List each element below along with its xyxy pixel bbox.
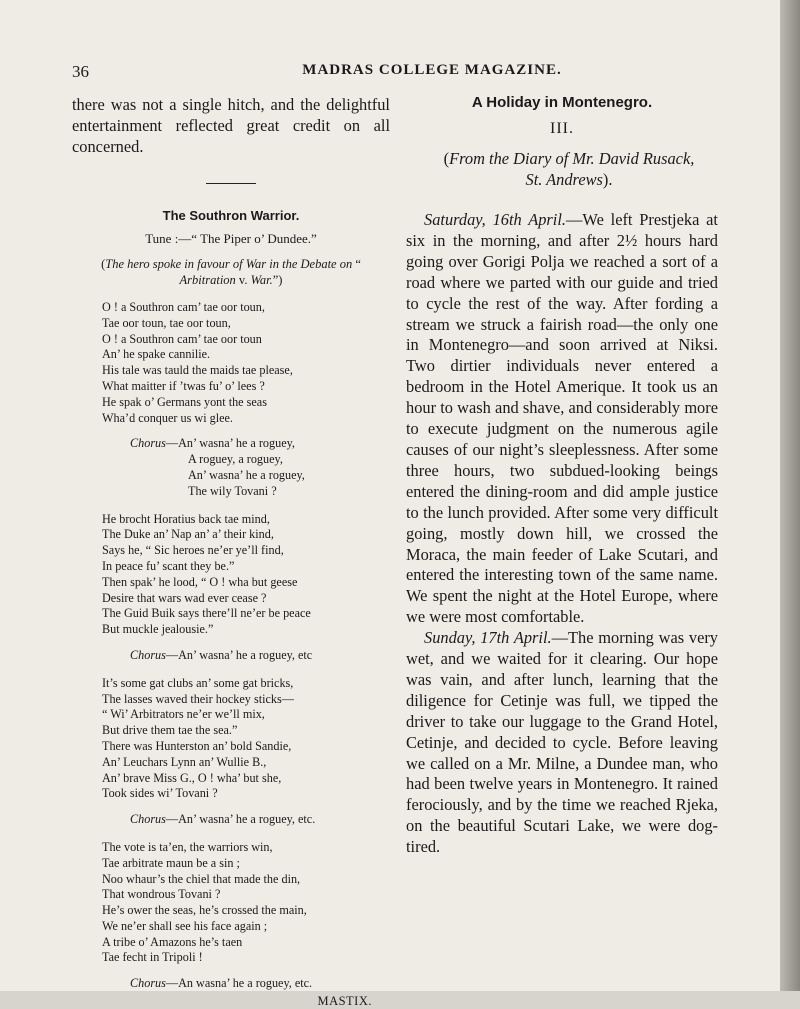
article-title: A Holiday in Montenegro. [471, 94, 653, 111]
chorus-line [72, 812, 390, 828]
poem-tune: Tune :—“ The Piper o’ Dundee.” [145, 231, 317, 246]
diary-entry-1 [406, 210, 718, 628]
poem-line: In peace fu’ scant they be.” [102, 558, 235, 573]
stanza-1 [72, 300, 390, 426]
poem-line: His tale was tauld the maids tae please, [102, 363, 293, 378]
chorus-label: Chorus [130, 976, 166, 991]
entry-date: Saturday, 16th April. [424, 210, 567, 229]
poem-line: An’ brave Miss G., O ! wha’ but she, [102, 770, 282, 785]
chorus-short [72, 976, 390, 992]
section-divider [206, 183, 256, 184]
poem-line: That wondrous Tovani ? [102, 887, 221, 902]
note-text-3: War. [250, 273, 273, 287]
poem-line: The Duke an’ Nap an’ a’ their kind, [102, 527, 274, 542]
source-text-2: St. Andrews [525, 170, 603, 189]
source-open: ( [443, 149, 450, 168]
chorus-line: A roguey, a roguey, [188, 452, 283, 467]
stanza-4 [72, 840, 390, 966]
chorus-line [72, 976, 390, 992]
chorus-label: Chorus [130, 812, 166, 827]
poem-line: Wha’d conquer us wi glee. [102, 410, 233, 425]
entry-date: Sunday, 17th April. [424, 628, 552, 648]
article-source [406, 148, 718, 190]
poem-line: An’ he spake cannilie. [102, 347, 211, 362]
diary-entry-2 [406, 628, 718, 858]
poem-note [72, 256, 390, 288]
chorus-full [72, 436, 390, 499]
poem-line: Tae arbitrate maun be a sin ; [102, 855, 240, 870]
poem-line: He brocht Horatius back tae mind, [102, 511, 270, 526]
chorus-line: An’ wasna’ he a roguey, [188, 467, 305, 482]
note-close: ”) [272, 273, 283, 287]
chorus-line: The wily Tovani ? [188, 483, 277, 498]
poem-line: But drive them tae the sea.” [102, 723, 238, 738]
poem-signature: MASTIX. [317, 994, 372, 1009]
entry-text: —We left Prestjeka at six in the morning, and after 2½ hours hard going over Gorigi Polja we reached a sort of a road where we parted with our guide and tried to cycle the rest of the way. After fording a stream we struck a fairish road—the only one in Montenegro—and soon arrived at Niksi. Two dirtier individuals never entered a bedroom in the Hotel Amerique. It took us an hour to wash and shave, and considerably more to execute judgment on the numerous agile causes of our night’s sleeplessness. After some three hours, two subdued-looking beings entered the dining-room and did ample justice to the lunch provided. After some very difficult going, mostly down hill, we crossed the Moraca, the main feeder of Lake Scutari, and entered the interesting town of the same name. We spent the night at the Hotel Europe, where we were most comfortable. [406, 210, 718, 627]
page-number: 36 [72, 62, 89, 81]
poem-line: An’ Leuchars Lynn an’ Wullie B., [102, 754, 267, 769]
note-text-1: The hero spoke in favour of War in the Debate on [105, 257, 353, 271]
article-part: III. [550, 120, 574, 137]
poem-line: Took sides wi’ Tovani ? [102, 786, 218, 801]
note-quote: “ [352, 257, 361, 271]
poem-line: Tae oor toun, tae oor toun, [102, 315, 231, 330]
poem-line: Desire that wars wad ever cease ? [102, 590, 267, 605]
page-header [72, 62, 732, 84]
poem-line: Tae fecht in Tripoli ! [102, 950, 203, 965]
stanza-3 [72, 676, 390, 802]
left-column [72, 94, 390, 1009]
poem-line: Then spak’ he lood, “ O ! wha but geese [102, 574, 298, 589]
poem-line: The lasses waved their hockey sticks— [102, 691, 294, 706]
chorus-line [72, 436, 390, 452]
poem-line: O ! a Southron cam’ tae oor toun, [102, 300, 265, 314]
poem-line: The vote is ta’en, the warriors win, [102, 839, 273, 854]
chorus-text: —An’ wasna’ he a roguey, etc. [165, 812, 316, 827]
poem-line: A tribe o’ Amazons he’s taen [102, 934, 243, 949]
poem-title: The Southron Warrior. [162, 208, 300, 223]
running-title: MADRAS COLLEGE MAGAZINE. [302, 62, 562, 78]
chorus-short [72, 812, 390, 828]
poem-line: He spak o’ Germans yont the seas [102, 394, 267, 409]
page-edge-shadow [780, 0, 800, 991]
chorus-text: —An’ wasna’ he a roguey, [165, 436, 295, 451]
poem-line: Says he, “ Sic heroes ne’er ye’ll find, [102, 543, 284, 558]
entry-text: —The morning was very wet, and we waited for it clearing. Our hope was vain, and after lunch, learning that the diligence for Cetinje was full, we tipped the driver to take our luggage to the Grand Hotel, Cetinje, and decided to cycle. Before leaving we called on a Mr. Milne, a Dundee man, who had been twelve years in Montenegro. It rained ferociously, and by the time we reached Rjeka, on the beautiful Scutari Lake, we were dog-tired. [406, 628, 718, 857]
poem-line: There was Hunterston an’ bold Sandie, [102, 738, 292, 753]
poem-line: It’s some gat clubs an’ some gat bricks, [102, 675, 294, 690]
note-versus: v. [235, 273, 251, 287]
intro-paragraph: there was not a single hitch, and the delightful entertainment reflected great credit on all concerned. [72, 95, 390, 156]
chorus-text: —An’ wasna’ he a roguey, etc [165, 647, 313, 662]
chorus-text: —An wasna’ he a roguey, etc. [165, 976, 313, 991]
note-open: ( [101, 257, 106, 271]
poem-line: We ne’er shall see his face again ; [102, 918, 268, 933]
poem-line: O ! a Southron cam’ tae oor toun [102, 331, 262, 346]
source-text-1: From the Diary of Mr. David Rusack, [449, 149, 695, 168]
source-close: ). [602, 170, 613, 189]
poem-line: What maitter if ’twas fu’ o’ lees ? [102, 378, 265, 393]
chorus-label: Chorus [130, 436, 166, 451]
poem-line: The Guid Buik says there’ll ne’er be peace [102, 606, 311, 621]
chorus-short [72, 648, 390, 664]
right-column [406, 94, 718, 858]
poem-line: “ Wi’ Arbitrators ne’er we’ll mix, [102, 707, 265, 722]
chorus-label: Chorus [130, 647, 166, 662]
chorus-line [72, 648, 390, 664]
stanza-2 [72, 512, 390, 638]
poem-line: He’s ower the seas, he’s crossed the main, [102, 903, 307, 918]
poem-line: But muckle jealousie.” [102, 622, 214, 637]
note-text-2: Arbitration [179, 273, 236, 287]
poem-line: Noo whaur’s the chiel that made the din, [102, 871, 301, 886]
